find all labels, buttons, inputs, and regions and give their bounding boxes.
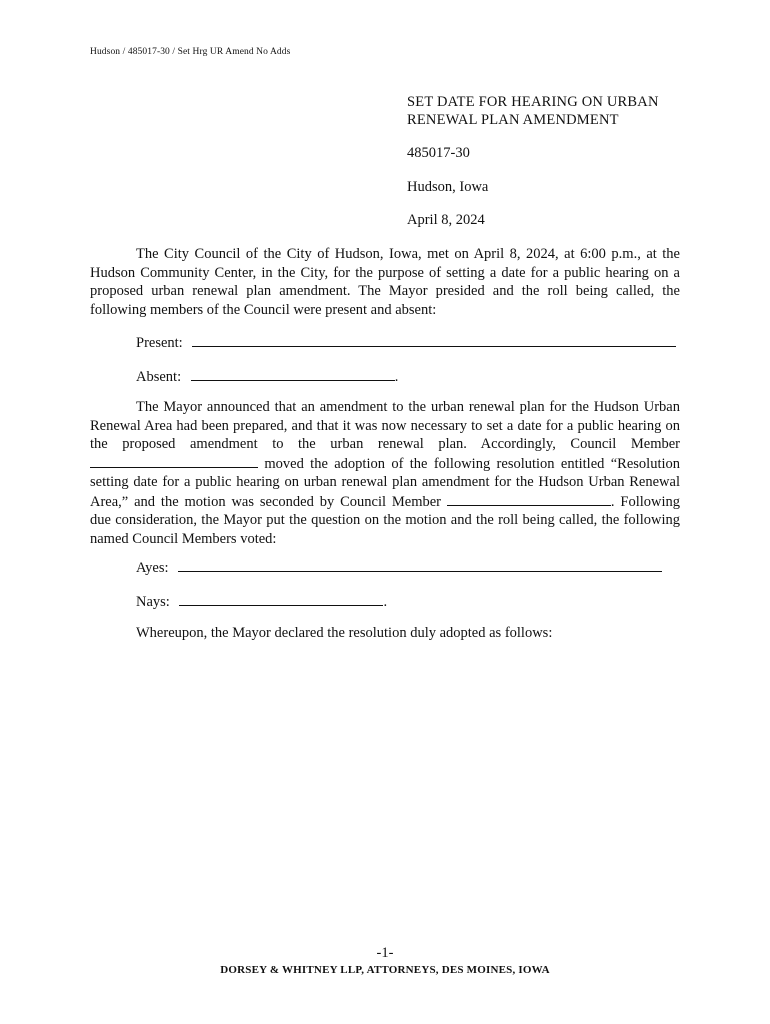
nays-blank <box>179 592 383 606</box>
ayes-label: Ayes: <box>136 560 169 576</box>
absent-line: Absent: . <box>136 369 399 385</box>
document-reference: Hudson / 485017-30 / Set Hrg UR Amend No Adds <box>90 47 291 57</box>
resolution-text-1: The Mayor announced that an amendment to the urban renewal plan for the Hudson Urban Renewal Area had been prepared, and that it was now necessary to set a date for a public hearing on the proposed amendment to the urban renewal plan. Accordingly, Council Member <box>90 399 680 452</box>
ayes-line <box>136 558 662 577</box>
meeting-date: April 8, 2024 <box>407 212 485 228</box>
opening-paragraph: The City Council of the City of Hudson, Iowa, met on April 8, 2024, at 6:00 p.m., at the Hudson Community Center, in the City, for the purpose of setting a date for a public hearing on a proposed urban renewal plan amendment. The Mayor presided and the roll being called, the following members of the Council were present and absent: <box>90 246 680 318</box>
page-number: -1- <box>376 945 394 961</box>
law-firm-footer: DORSEY & WHITNEY LLP, ATTORNEYS, DES MOINES, IOWA <box>220 964 550 976</box>
title-block <box>407 94 697 230</box>
present-blank <box>192 333 676 347</box>
closing-paragraph-block <box>90 624 680 643</box>
seconding-member-blank <box>447 492 611 506</box>
file-number: 485017-30 <box>407 145 470 161</box>
document-title: SET DATE FOR HEARING ON URBAN RENEWAL PLAN AMENDMENT <box>407 94 659 128</box>
nays-line: Nays: . <box>136 594 388 610</box>
resolution-text-3: . Following due consideration, the Mayor put the question on the motion and the roll being called, the following named Council Members voted: <box>90 493 680 547</box>
closing-paragraph: Whereupon, the Mayor declared the resolution duly adopted as follows: <box>136 625 553 641</box>
present-label: Present: <box>136 335 183 351</box>
absent-label: Absent: <box>136 369 182 385</box>
nays-label: Nays: <box>136 594 170 610</box>
present-line <box>136 333 676 352</box>
resolution-paragraph <box>90 398 680 548</box>
resolution-text-2: moved the adoption of the following resolution entitled “Resolution setting date for a public hearing on urban renewal plan amendment for the Hudson Urban Renewal Area,” and the motion was seconded by Council Member <box>90 455 681 510</box>
location: Hudson, Iowa <box>407 178 489 195</box>
ayes-blank <box>178 558 662 572</box>
absent-blank <box>191 367 395 381</box>
moving-member-blank <box>90 454 258 468</box>
resolution-paragraph-block <box>90 398 680 548</box>
opening-paragraph-block <box>90 245 680 319</box>
